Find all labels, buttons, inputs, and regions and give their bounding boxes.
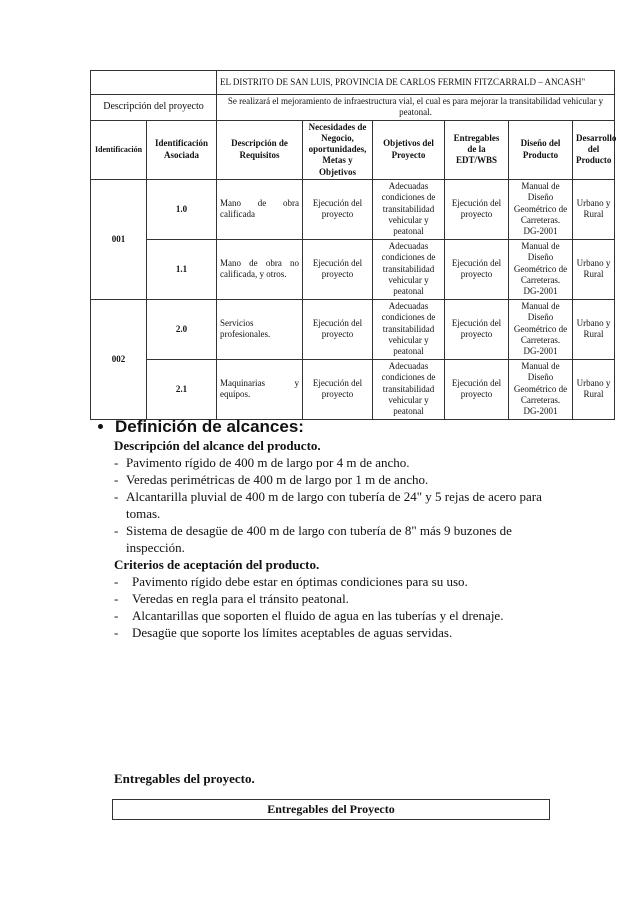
deliverables-header: Entregables del Proyecto <box>113 800 550 820</box>
cell-nec: Ejecución del proyecto <box>303 359 373 419</box>
cell-req: Mano de obra calificada <box>217 179 303 239</box>
cell-req: Servicios profesionales. <box>217 299 303 359</box>
cell-ent: Ejecución del proyecto <box>445 359 509 419</box>
criteria-title: Criterios de aceptación del producto. <box>114 557 320 572</box>
blank-cell <box>91 71 217 95</box>
cell-req: Mano de obra no calificada, y otros. <box>217 239 303 299</box>
cell-obj: Adecuadas condiciones de transitabilidad vehicular y peatonal <box>373 299 445 359</box>
cell-des: Urbano y Rural <box>573 359 615 419</box>
list-item-text: Veredas perimétricas de 400 m de largo por 1 m de ancho. <box>126 472 429 487</box>
cell-dis: Manual de Diseño Geométrico de Carreteras. DG-2001 <box>509 299 573 359</box>
list-item <box>114 454 556 471</box>
cell-dis: Manual de Diseño Geométrico de Carreteras. DG-2001 <box>509 359 573 419</box>
cell-nec: Ejecución del proyecto <box>303 299 373 359</box>
header-cell: Desarrollo del Producto <box>573 120 615 179</box>
cell-des: Urbano y Rural <box>573 179 615 239</box>
cell-obj: Adecuadas condiciones de transitabilidad vehicular y peatonal <box>373 239 445 299</box>
list-item-text: Alcantarilla pluvial de 400 m de largo con tubería de 24" y 5 rejas de acero para tomas. <box>126 489 542 521</box>
list-item-text: Pavimento rígido de 400 m de largo por 4 m de ancho. <box>126 455 410 470</box>
dash-mark: - <box>114 489 119 504</box>
cell-obj: Adecuadas condiciones de transitabilidad vehicular y peatonal <box>373 179 445 239</box>
cell-des: Urbano y Rural <box>573 239 615 299</box>
cell-req: Maquinarias y equipos. <box>217 359 303 419</box>
identification-cell: 002 <box>91 299 147 419</box>
dash-mark: - <box>114 523 119 538</box>
cell-ent: Ejecución del proyecto <box>445 239 509 299</box>
scope-heading <box>96 418 556 435</box>
district-title: EL DISTRITO DE SAN LUIS, PROVINCIA DE CARLOS FERMIN FITZCARRALD – ANCASH" <box>217 71 615 95</box>
dash-mark: - <box>114 591 119 606</box>
dash-mark: - <box>114 574 119 589</box>
cell-ent: Ejecución del proyecto <box>445 299 509 359</box>
deliverables-table <box>112 799 550 820</box>
dash-mark: - <box>114 625 119 640</box>
list-item-text: Pavimento rígido debe estar en óptimas condiciones para su uso. <box>132 574 468 589</box>
header-cell: Objetivos del Proyecto <box>373 120 445 179</box>
scope-section <box>96 418 556 641</box>
list-item <box>114 590 556 607</box>
list-item <box>114 522 556 556</box>
list-item <box>114 607 556 624</box>
description-text: Se realizará el mejoramiento de infraestructura vial, el cual es para mejorar la transitabilidad vehicular y peatonal. <box>217 95 615 121</box>
bullet-icon <box>98 424 103 429</box>
description-label: Descripción del proyecto <box>91 95 217 121</box>
list-item-text: Veredas en regla para el tránsito peatonal. <box>132 591 349 606</box>
table-row <box>91 179 615 239</box>
list-item-text: Desagüe que soporte los límites aceptables de aguas servidas. <box>132 625 453 640</box>
cell-obj: Adecuadas condiciones de transitabilidad vehicular y peatonal <box>373 359 445 419</box>
product-list <box>114 454 556 556</box>
list-item-text: Alcantarillas que soporten el fluido de agua en las tuberías y el drenaje. <box>132 608 504 623</box>
list-item <box>114 488 556 522</box>
dash-mark: - <box>114 472 119 487</box>
product-desc-title: Descripción del alcance del producto. <box>114 438 321 453</box>
header-cell: Necesidades de Negocio, oportunidades, Metas y Objetivos <box>303 120 373 179</box>
header-cell: Identificación Asociada <box>147 120 217 179</box>
dash-mark: - <box>114 608 119 623</box>
table-row <box>91 359 615 419</box>
header-cell: Diseño del Producto <box>509 120 573 179</box>
cell-ent: Ejecución del proyecto <box>445 179 509 239</box>
requirements-table <box>90 70 615 420</box>
cell-dis: Manual de Diseño Geométrico de Carreteras. DG-2001 <box>509 179 573 239</box>
header-cell: Entregables de la EDT/WBS <box>445 120 509 179</box>
header-cell: Descripción de Requisitos <box>217 120 303 179</box>
cell-assoc: 2.0 <box>147 299 217 359</box>
list-item <box>114 573 556 590</box>
scope-title: Definición de alcances: <box>115 417 304 436</box>
dash-mark: - <box>114 455 119 470</box>
cell-nec: Ejecución del proyecto <box>303 179 373 239</box>
criteria-list <box>114 573 556 641</box>
cell-assoc: 2.1 <box>147 359 217 419</box>
list-item <box>114 471 556 488</box>
cell-des: Urbano y Rural <box>573 299 615 359</box>
deliverables-title: Entregables del proyecto. <box>114 771 255 786</box>
table-row <box>91 239 615 299</box>
cell-nec: Ejecución del proyecto <box>303 239 373 299</box>
header-cell: Identificación <box>91 120 147 179</box>
list-item-text: Sistema de desagüe de 400 m de largo con tubería de 8" más 9 buzones de inspección. <box>126 523 512 555</box>
cell-assoc: 1.0 <box>147 179 217 239</box>
cell-assoc: 1.1 <box>147 239 217 299</box>
cell-dis: Manual de Diseño Geométrico de Carreteras. DG-2001 <box>509 239 573 299</box>
table-row <box>91 299 615 359</box>
identification-cell: 001 <box>91 179 147 299</box>
list-item <box>114 624 556 641</box>
